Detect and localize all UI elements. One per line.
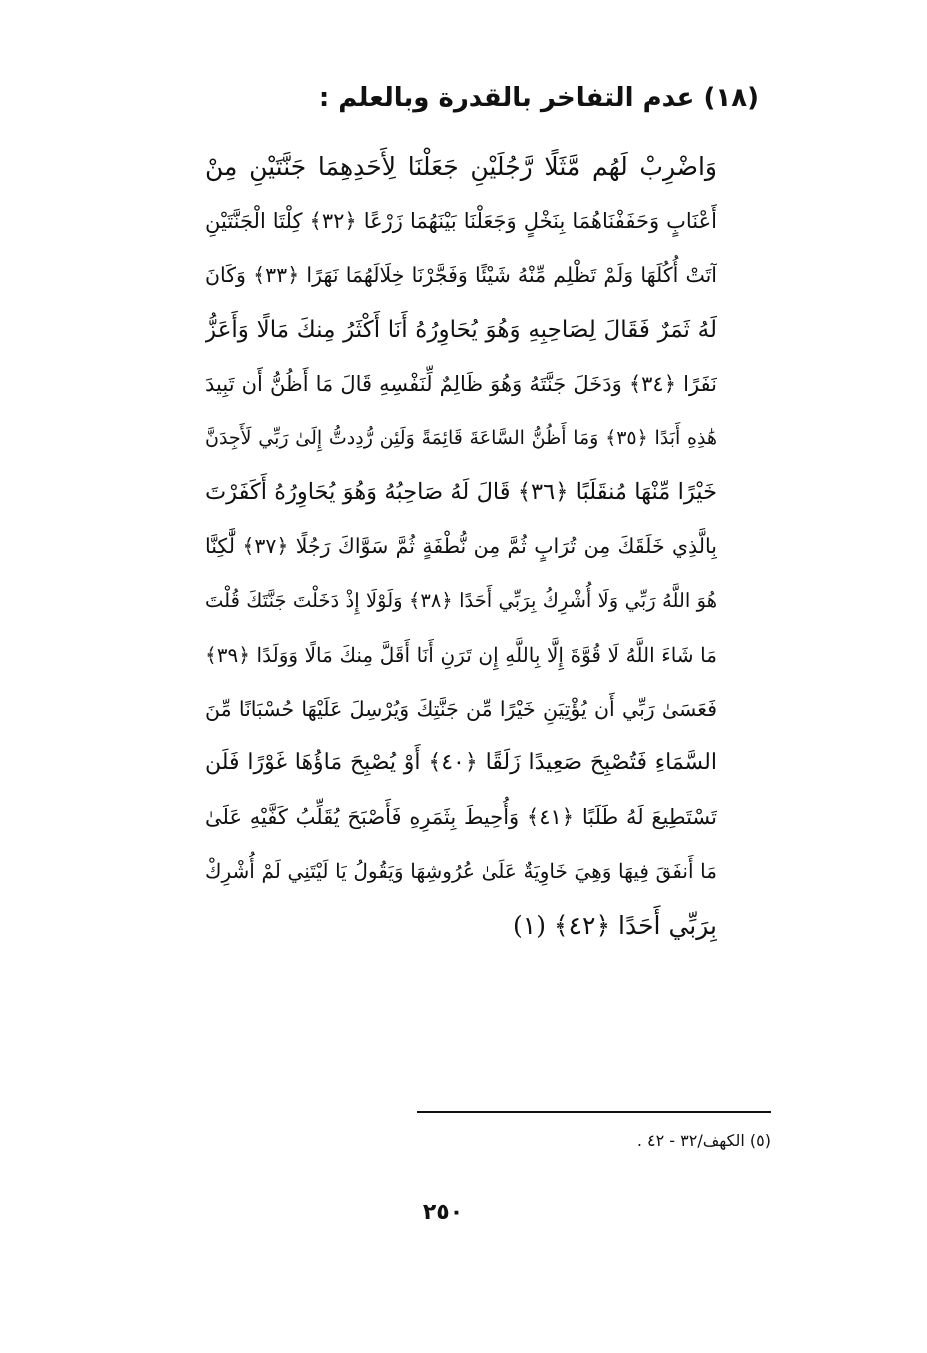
verse-line: آتَتْ أُكُلَهَا وَلَمْ تَظْلِم مِّنْهُ شَيْئًا وَفَجَّرْنَا خِلَالَهُمَا نَهَرًا ﴿٣٣﴾ وَكَانَ	[205, 263, 717, 288]
page-number: ٢٥٠	[422, 1200, 464, 1225]
verse-line: مَا شَاءَ اللَّهُ لَا قُوَّةَ إِلَّا بِاللَّهِ إِن تَرَنِ أَنَا أَقَلَّ مِنكَ مَالًا وَوَلَدًا ﴿٣٩﴾	[205, 642, 717, 667]
verse-line: فَعَسَىٰ رَبِّي أَن يُؤْتِيَنِ خَيْرًا مِّن جَنَّتِكَ وَيُرْسِلَ عَلَيْهَا حُسْبَانًا مِّنَ	[205, 696, 717, 721]
verse-line: بِالَّذِي خَلَقَكَ مِن تُرَابٍ ثُمَّ مِن نُّطْفَةٍ ثُمَّ سَوَّاكَ رَجُلًا ﴿٣٧﴾ لَّٰكِنَّا	[205, 534, 717, 559]
verse-line: هَٰذِهِ أَبَدًا ﴿٣٥﴾ وَمَا أَظُنُّ السَّاعَةَ قَائِمَةً وَلَئِن رُّدِدتُّ إِلَىٰ رَبِّي لَأَجِدَنَّ	[205, 426, 717, 449]
quran-passage	[205, 140, 717, 953]
verse-line: السَّمَاءِ فَتُصْبِحَ صَعِيدًا زَلَقًا ﴿٤٠﴾ أَوْ يُصْبِحَ مَاؤُهَا غَوْرًا فَلَن	[205, 750, 717, 776]
verse-line: هُوَ اللَّهُ رَبِّي وَلَا أُشْرِكُ بِرَبِّي أَحَدًا ﴿٣٨﴾ وَلَوْلَا إِذْ دَخَلْتَ جَنَّتَكَ قُلْتَ	[205, 588, 717, 612]
verse-line: خَيْرًا مِّنْهَا مُنقَلَبًا ﴿٣٦﴾ قَالَ لَهُ صَاحِبُهُ وَهُوَ يُحَاوِرُهُ أَكَفَرْتَ	[205, 479, 717, 506]
verse-line: أَعْنَابٍ وَحَفَفْنَاهُمَا بِنَخْلٍ وَجَعَلْنَا بَيْنَهُمَا زَرْعًا ﴿٣٢﴾ كِلْتَا الْجَنَّتَيْنِ	[205, 209, 717, 234]
verse-line: مَا أَنفَقَ فِيهَا وَهِيَ خَاوِيَةٌ عَلَىٰ عُرُوشِهَا وَيَقُولُ يَا لَيْتَنِي لَمْ أُشْرِكْ	[205, 859, 717, 884]
verse-line: تَسْتَطِيعَ لَهُ طَلَبًا ﴿٤١﴾ وَأُحِيطَ بِثَمَرِهِ فَأَصْبَحَ يُقَلِّبُ كَفَّيْهِ عَلَىٰ	[205, 805, 717, 830]
verse-line: نَفَرًا ﴿٣٤﴾ وَدَخَلَ جَنَّتَهُ وَهُوَ ظَالِمٌ لِّنَفْسِهِ قَالَ مَا أَظُنُّ أَن تَبِيدَ	[205, 371, 717, 396]
verse-line: لَهُ ثَمَرٌ فَقَالَ لِصَاحِبِهِ وَهُوَ يُحَاوِرُهُ أَنَا أَكْثَرُ مِنكَ مَالًا وَأَعَزُّ	[205, 316, 717, 343]
verse-line: وَاضْرِبْ لَهُم مَّثَلًا رَّجُلَيْنِ جَعَلْنَا لِأَحَدِهِمَا جَنَّتَيْنِ مِنْ	[205, 152, 717, 181]
footnote-divider	[417, 1111, 771, 1113]
footnote: (٥) الكهف/٣٢ - ٤٢ .	[636, 1131, 771, 1150]
section-heading: (١٨) عدم التفاخر بالقدرة وبالعلم :	[318, 83, 759, 113]
verse-line: بِرَبِّي أَحَدًا ﴿٤٢﴾ (١)	[513, 910, 717, 940]
